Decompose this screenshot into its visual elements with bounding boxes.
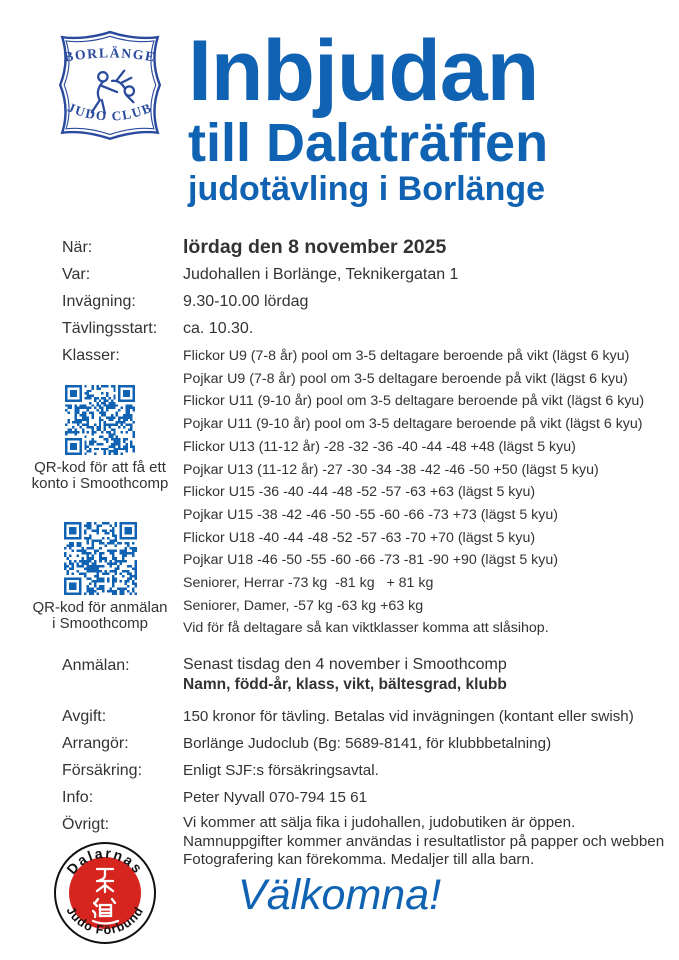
- value-line: Enligt SJF:s försäkringsavtal.: [183, 762, 379, 780]
- value-line: Flickor U11 (9-10 år) pool om 3-5 deltagare beroende på vikt (lägst 6 kyu): [183, 393, 645, 410]
- value-line: Pojkar U15 -38 -42 -46 -50 -55 -60 -66 -73 +73 (lägst 5 kyu): [183, 506, 558, 523]
- info-row-nar: [62, 237, 672, 258]
- row-label-tavlingsstart: Tävlingsstart:: [62, 320, 158, 337]
- value-line: Flickor U13 (11-12 år) -28 -32 -36 -40 -44 -48 +48 (lägst 5 kyu): [183, 438, 576, 455]
- value-line: 150 kronor för tävling. Betalas vid invägningen (kontant eller swish): [183, 708, 634, 726]
- value-line: Flickor U15 -36 -40 -44 -48 -52 -57 -63 +63 (lägst 5 kyu): [183, 484, 536, 501]
- value-line: 9.30-10.00 lördag: [183, 293, 309, 310]
- value-line: Flickor U18 -40 -44 -48 -52 -57 -63 -70 +70 (lägst 5 kyu): [183, 529, 536, 546]
- row-label-invagning: Invägning:: [62, 293, 136, 310]
- row-label-ovrigt: Övrigt:: [62, 816, 110, 834]
- row-label-forsakring: Försäkring:: [62, 762, 143, 780]
- row-value-forsakring: [183, 760, 672, 781]
- svg-text:BORLÄNGE: [63, 45, 157, 64]
- row-value-nar: [183, 237, 672, 258]
- value-line: Namn, född-år, klass, vikt, bältesgrad, klubb: [183, 676, 507, 694]
- value-line: Pojkar U11 (9-10 år) pool om 3-5 deltagare beroende på vikt (lägst 6 kyu): [183, 416, 643, 433]
- row-value-invagning: [183, 291, 672, 312]
- value-line: Pojkar U18 -46 -50 -55 -60 -66 -73 -81 -90 +90 (lägst 5 kyu): [183, 552, 558, 569]
- qr-section-registration: [18, 522, 182, 631]
- value-line: lördag den 8 november 2025: [183, 236, 447, 258]
- value-line: Peter Nyvall 070-794 15 61: [183, 789, 368, 807]
- qr-caption-line: konto i Smoothcomp: [31, 474, 169, 492]
- value-line: Namnuppgifter kommer användas i resultatlistor på papper och webben: [183, 832, 665, 850]
- row-value-info: [183, 787, 672, 808]
- title-sub: till Dalaträffen: [188, 113, 549, 173]
- club-logo-bottom-text: JUDO CLUB: [65, 99, 155, 124]
- value-line: Pojkar U13 (11-12 år) -27 -30 -34 -38 -42 -46 -50 +50 (lägst 5 kyu): [183, 461, 599, 478]
- value-line: Borlänge Judoclub (Bg: 5689-8141, för klubbbetalning): [183, 735, 552, 753]
- value-line: Senast tisdag den 4 november i Smoothcomp: [183, 656, 507, 674]
- row-value-anmalan: [183, 655, 672, 695]
- shield-icon: [48, 28, 172, 142]
- welcome-text: Välkomna!: [237, 871, 442, 919]
- row-value-ovrigt: [183, 814, 672, 870]
- info-row-invagning: [62, 291, 672, 312]
- row-label-info: Info:: [62, 789, 94, 807]
- qr-code-smoothcomp-registration-icon: [64, 522, 137, 595]
- qr-caption-line: i Smoothcomp: [52, 614, 148, 632]
- row-label-var: Var:: [62, 266, 91, 283]
- title-tagline: judotävling i Borlänge: [188, 170, 546, 208]
- club-logo-top-text: BORLÄNGE: [62, 45, 158, 65]
- federation-bottom-text: Judo Förbund: [63, 904, 147, 938]
- qr-caption-account: [18, 460, 182, 491]
- qr-caption-line: QR-kod för anmälan: [32, 599, 168, 616]
- row-label-anmalan: Anmälan:: [62, 657, 130, 675]
- value-line: Seniorer, Damer, -57 kg -63 kg +63 kg: [183, 597, 424, 614]
- info-row-forsakring: [62, 760, 672, 781]
- info-row-var: [62, 264, 672, 285]
- info-row-info: [62, 787, 672, 808]
- value-line: Judohallen i Borlänge, Teknikergatan 1: [183, 266, 459, 283]
- row-value-klasser: [183, 345, 672, 640]
- value-line: ca. 10.30.: [183, 320, 254, 337]
- row-value-var: [183, 264, 672, 285]
- federation-top-text: Dalarnas: [63, 844, 147, 878]
- row-label-nar: När:: [62, 239, 93, 256]
- value-line: Vid för få deltagare så kan viktklasser komma att slåsihop.: [183, 620, 549, 637]
- value-line: Vi kommer att sälja fika i judohallen, judobutiken är öppen.: [183, 814, 576, 832]
- info-row-tavlingsstart: [62, 318, 672, 339]
- qr-caption-line: QR-kod för att få ett: [34, 459, 166, 476]
- qr-code-smoothcomp-account-icon: [65, 385, 135, 455]
- row-label-arrangor: Arrangör:: [62, 735, 129, 753]
- qr-section-account: [18, 385, 182, 491]
- value-line: Fotografering kan förekomma. Medaljer till alla barn.: [183, 851, 535, 869]
- row-value-avgift: [183, 706, 672, 727]
- borlange-judo-club-logo: [48, 28, 172, 144]
- info-row-avgift: [62, 706, 672, 727]
- row-value-arrangor: [183, 733, 672, 754]
- row-value-tavlingsstart: [183, 318, 672, 339]
- value-line: Pojkar U9 (7-8 år) pool om 3-5 deltagare beroende på vikt (lägst 6 kyu): [183, 370, 628, 387]
- value-line: Seniorer, Herrar -73 kg -81 kg + 81 kg: [183, 575, 434, 592]
- svg-text:JUDO CLUB: [65, 100, 154, 124]
- row-label-klasser: Klasser:: [62, 347, 120, 364]
- info-row-arrangor: [62, 733, 672, 754]
- info-row-anmalan: [62, 655, 672, 695]
- row-label-avgift: Avgift:: [62, 708, 107, 726]
- title-main: Inbjudan: [188, 23, 539, 119]
- qr-caption-registration: [18, 600, 182, 631]
- value-line: Flickor U9 (7-8 år) pool om 3-5 deltagare beroende på vikt (lägst 6 kyu): [183, 348, 630, 364]
